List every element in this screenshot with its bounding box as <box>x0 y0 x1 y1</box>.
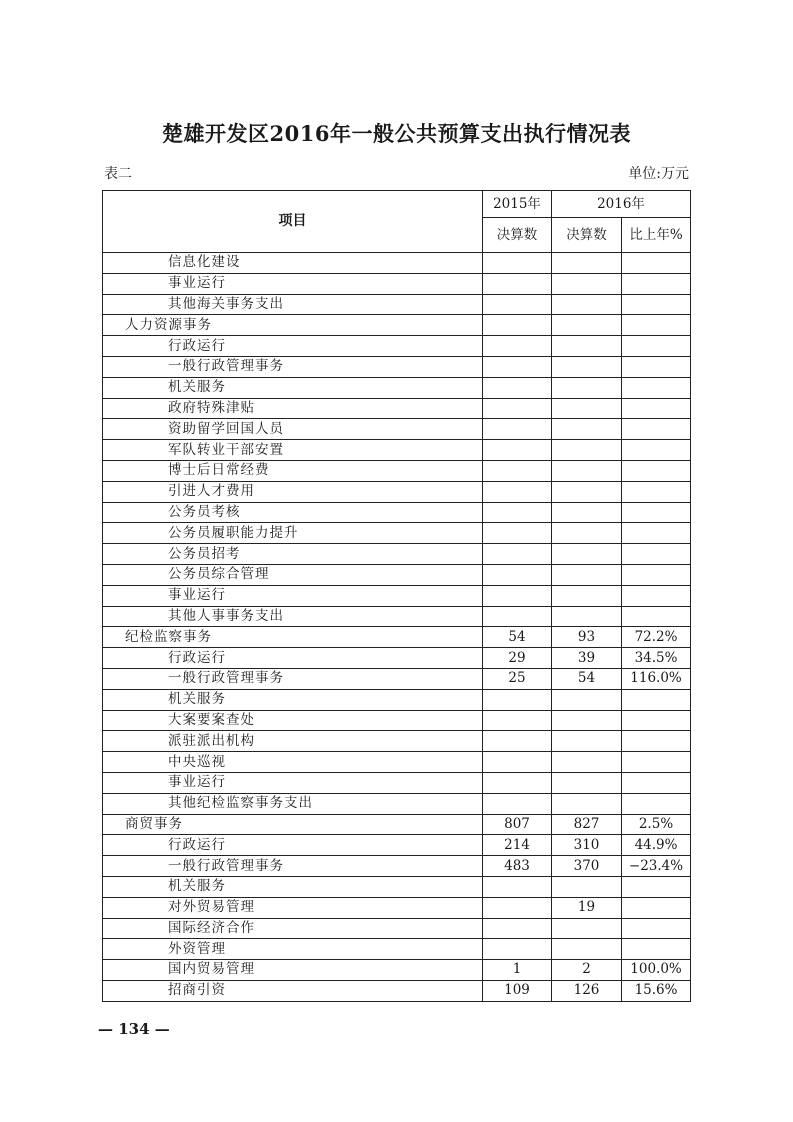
row-ratio <box>622 294 691 315</box>
row-2015-value <box>483 502 552 523</box>
table-row <box>103 273 691 294</box>
row-2016-value: 19 <box>552 897 622 918</box>
row-2016-value <box>552 377 622 398</box>
table-row <box>103 627 691 648</box>
row-2016-value <box>552 356 622 377</box>
row-ratio <box>622 939 691 960</box>
table-row <box>103 253 691 274</box>
row-2016-value <box>552 523 622 544</box>
row-2015-value: 214 <box>483 835 552 856</box>
row-2015-value <box>483 523 552 544</box>
row-item: 行政运行 <box>103 835 483 856</box>
table-row <box>103 481 691 502</box>
table-row <box>103 980 691 1001</box>
header-final-2016: 决算数 <box>552 218 622 253</box>
row-ratio <box>622 585 691 606</box>
row-2015-value: 54 <box>483 627 552 648</box>
table-row <box>103 876 691 897</box>
row-item: 行政运行 <box>103 336 483 357</box>
row-ratio <box>622 710 691 731</box>
row-2015-value: 483 <box>483 856 552 877</box>
row-item: 机关服务 <box>103 377 483 398</box>
row-2015-value <box>483 315 552 336</box>
table-row <box>103 502 691 523</box>
row-ratio <box>622 731 691 752</box>
row-item: 事业运行 <box>103 585 483 606</box>
row-2015-value <box>483 918 552 939</box>
row-item: 公务员招考 <box>103 544 483 565</box>
row-2015-value <box>483 481 552 502</box>
row-2015-value <box>483 585 552 606</box>
row-item: 机关服务 <box>103 876 483 897</box>
row-ratio <box>622 460 691 481</box>
row-2016-value <box>552 336 622 357</box>
table-row <box>103 356 691 377</box>
row-ratio <box>622 523 691 544</box>
row-ratio <box>622 419 691 440</box>
row-2016-value: 39 <box>552 648 622 669</box>
row-2016-value <box>552 585 622 606</box>
row-ratio <box>622 897 691 918</box>
row-item: 资助留学回国人员 <box>103 419 483 440</box>
row-item: 信息化建设 <box>103 253 483 274</box>
table-row <box>103 294 691 315</box>
row-2016-value <box>552 440 622 461</box>
row-item: 公务员履职能力提升 <box>103 523 483 544</box>
table-row <box>103 544 691 565</box>
table-row <box>103 814 691 835</box>
row-item: 一般行政管理事务 <box>103 668 483 689</box>
row-2015-value <box>483 710 552 731</box>
table-row <box>103 772 691 793</box>
row-item: 事业运行 <box>103 772 483 793</box>
table-row <box>103 856 691 877</box>
table-row <box>103 336 691 357</box>
row-item: 军队转业干部安置 <box>103 440 483 461</box>
row-2015-value <box>483 356 552 377</box>
row-ratio: 100.0% <box>622 960 691 981</box>
header-item: 项目 <box>103 191 483 253</box>
row-item: 公务员综合管理 <box>103 564 483 585</box>
row-2016-value <box>552 606 622 627</box>
row-2016-value <box>552 939 622 960</box>
table-row <box>103 648 691 669</box>
table-row <box>103 731 691 752</box>
row-item: 国际经济合作 <box>103 918 483 939</box>
row-item: 事业运行 <box>103 273 483 294</box>
row-2016-value <box>552 315 622 336</box>
row-ratio <box>622 356 691 377</box>
row-item: 纪检监察事务 <box>103 627 483 648</box>
row-ratio <box>622 502 691 523</box>
row-2016-value: 54 <box>552 668 622 689</box>
header-year-2016: 2016年 <box>552 191 691 218</box>
expenditure-table <box>102 190 691 1002</box>
row-2016-value: 370 <box>552 856 622 877</box>
row-2015-value <box>483 544 552 565</box>
row-2016-value: 2 <box>552 960 622 981</box>
row-2015-value <box>483 377 552 398</box>
table-row <box>103 897 691 918</box>
table-row <box>103 606 691 627</box>
row-2015-value: 1 <box>483 960 552 981</box>
row-ratio <box>622 606 691 627</box>
row-item: 公务员考核 <box>103 502 483 523</box>
table-row <box>103 440 691 461</box>
row-item: 派驻派出机构 <box>103 731 483 752</box>
table-row <box>103 689 691 710</box>
row-2016-value <box>552 793 622 814</box>
table-row <box>103 835 691 856</box>
row-2015-value <box>483 273 552 294</box>
table-row <box>103 960 691 981</box>
row-item: 大案要案查处 <box>103 710 483 731</box>
row-item: 对外贸易管理 <box>103 897 483 918</box>
row-ratio <box>622 918 691 939</box>
table-row <box>103 523 691 544</box>
table-row <box>103 752 691 773</box>
row-ratio: −23.4% <box>622 856 691 877</box>
table-row <box>103 377 691 398</box>
row-ratio <box>622 398 691 419</box>
row-2016-value: 827 <box>552 814 622 835</box>
row-ratio: 34.5% <box>622 648 691 669</box>
row-ratio <box>622 876 691 897</box>
row-2016-value <box>552 876 622 897</box>
row-2016-value <box>552 918 622 939</box>
row-2016-value <box>552 564 622 585</box>
row-ratio <box>622 564 691 585</box>
row-2015-value: 807 <box>483 814 552 835</box>
row-2015-value <box>483 606 552 627</box>
row-ratio: 15.6% <box>622 980 691 1001</box>
row-2016-value <box>552 731 622 752</box>
row-item: 一般行政管理事务 <box>103 856 483 877</box>
row-2016-value <box>552 253 622 274</box>
table-row <box>103 419 691 440</box>
table-row <box>103 918 691 939</box>
row-2015-value <box>483 939 552 960</box>
row-ratio <box>622 481 691 502</box>
row-ratio: 2.5% <box>622 814 691 835</box>
row-2015-value <box>483 793 552 814</box>
row-item: 其他纪检监察事务支出 <box>103 793 483 814</box>
row-item: 行政运行 <box>103 648 483 669</box>
table-row <box>103 460 691 481</box>
table-row <box>103 398 691 419</box>
row-ratio <box>622 440 691 461</box>
row-2015-value <box>483 440 552 461</box>
row-2016-value <box>552 398 622 419</box>
row-2016-value: 126 <box>552 980 622 1001</box>
table-row <box>103 939 691 960</box>
row-ratio: 44.9% <box>622 835 691 856</box>
table-row <box>103 315 691 336</box>
table-body <box>103 253 691 1002</box>
row-ratio <box>622 544 691 565</box>
row-item: 国内贸易管理 <box>103 960 483 981</box>
row-2015-value <box>483 419 552 440</box>
row-item: 中央巡视 <box>103 752 483 773</box>
table-label: 表二 <box>104 166 132 182</box>
row-2016-value <box>552 419 622 440</box>
row-2015-value <box>483 752 552 773</box>
row-item: 引进人才费用 <box>103 481 483 502</box>
row-2015-value <box>483 876 552 897</box>
row-2015-value: 109 <box>483 980 552 1001</box>
row-2016-value <box>552 481 622 502</box>
table-row <box>103 564 691 585</box>
row-ratio <box>622 315 691 336</box>
row-ratio <box>622 689 691 710</box>
row-2016-value <box>552 689 622 710</box>
row-2016-value <box>552 273 622 294</box>
row-2015-value <box>483 294 552 315</box>
row-item: 博士后日常经费 <box>103 460 483 481</box>
table-row <box>103 710 691 731</box>
row-2015-value: 29 <box>483 648 552 669</box>
row-item: 人力资源事务 <box>103 315 483 336</box>
row-2016-value <box>552 772 622 793</box>
row-ratio <box>622 253 691 274</box>
row-2015-value <box>483 336 552 357</box>
row-ratio <box>622 377 691 398</box>
table-row <box>103 793 691 814</box>
row-2015-value <box>483 731 552 752</box>
row-2016-value <box>552 710 622 731</box>
row-item: 外资管理 <box>103 939 483 960</box>
row-2015-value <box>483 460 552 481</box>
row-ratio: 72.2% <box>622 627 691 648</box>
row-ratio <box>622 772 691 793</box>
row-2016-value <box>552 460 622 481</box>
row-2016-value: 310 <box>552 835 622 856</box>
row-item: 商贸事务 <box>103 814 483 835</box>
row-2016-value: 93 <box>552 627 622 648</box>
page-number: — 134 — <box>98 1020 170 1038</box>
document-title: 楚雄开发区2016年一般公共预算支出执行情况表 <box>162 121 631 146</box>
row-2015-value <box>483 897 552 918</box>
row-2015-value <box>483 253 552 274</box>
row-ratio <box>622 273 691 294</box>
header-ratio: 比上年% <box>622 218 691 253</box>
row-item: 其他海关事务支出 <box>103 294 483 315</box>
header-year-2015: 2015年 <box>483 191 552 218</box>
row-2016-value <box>552 544 622 565</box>
row-item: 招商引资 <box>103 980 483 1001</box>
row-ratio <box>622 752 691 773</box>
row-item: 机关服务 <box>103 689 483 710</box>
table-row <box>103 668 691 689</box>
unit-label: 单位:万元 <box>628 166 689 182</box>
row-2016-value <box>552 502 622 523</box>
row-2016-value <box>552 294 622 315</box>
row-2015-value <box>483 689 552 710</box>
row-2015-value: 25 <box>483 668 552 689</box>
header-final-2015: 决算数 <box>483 218 552 253</box>
row-item: 政府特殊津贴 <box>103 398 483 419</box>
row-2015-value <box>483 564 552 585</box>
row-ratio: 116.0% <box>622 668 691 689</box>
row-ratio <box>622 793 691 814</box>
row-item: 其他人事事务支出 <box>103 606 483 627</box>
row-2016-value <box>552 752 622 773</box>
row-2015-value <box>483 772 552 793</box>
row-item: 一般行政管理事务 <box>103 356 483 377</box>
row-ratio <box>622 336 691 357</box>
table-row <box>103 585 691 606</box>
row-2015-value <box>483 398 552 419</box>
